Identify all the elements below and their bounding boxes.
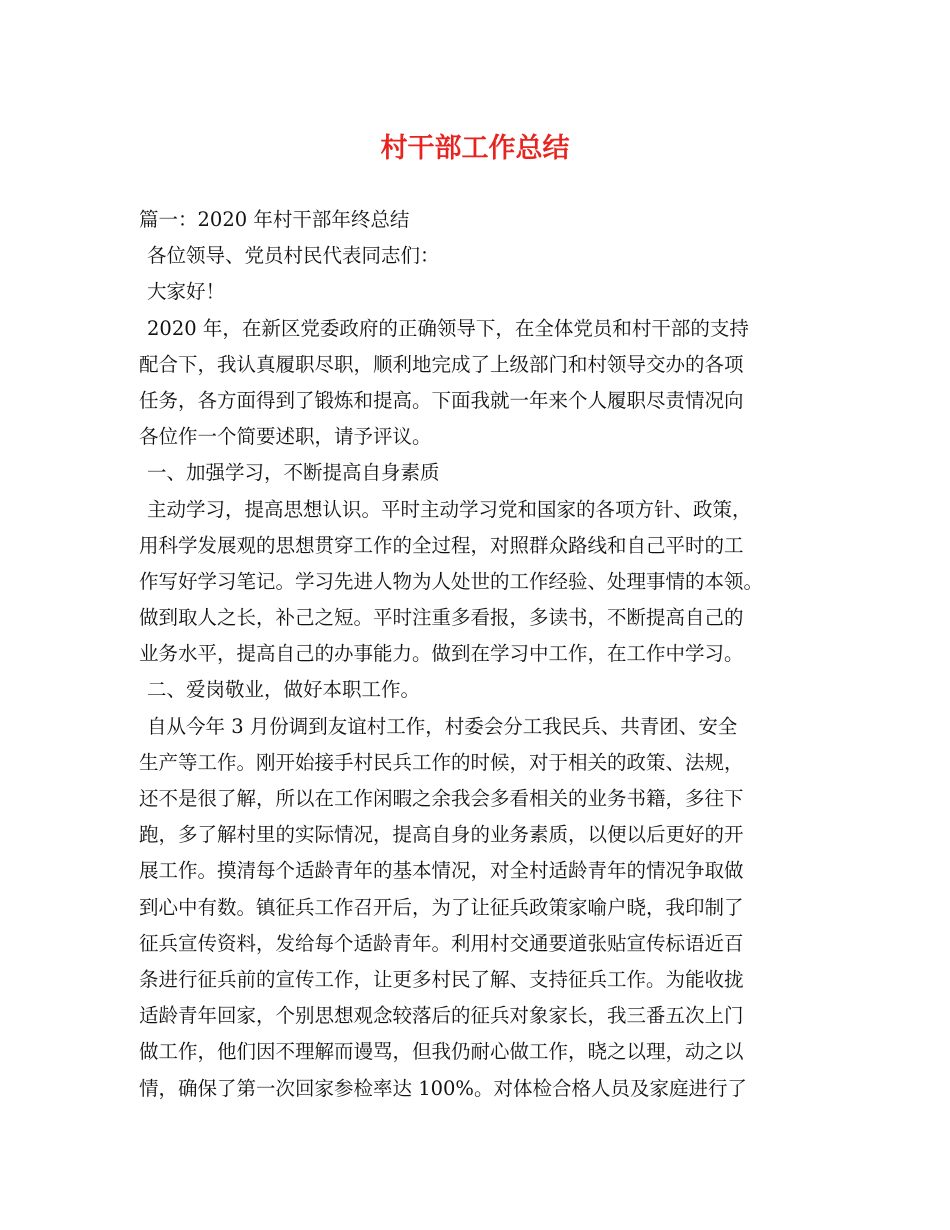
text-line: 用科学发展观的思想贯穿工作的全过程，对照群众路线和自己平时的工 [139,533,744,557]
text-line: 征兵宣传资料，发给每个适龄青年。利用村交通要道张贴宣传标语近百 [139,931,744,955]
text-line: 生产等工作。刚开始接手村民兵工作的时候，对于相关的政策、法规， [139,750,744,774]
text-line: 还不是很了解，所以在工作闲暇之余我会多看相关的业务书籍，多往下 [139,787,744,810]
text-line: 2020 年，在新区党委政府的正确领导下，在全体党员和村干部的支持 [147,316,749,340]
text-line: 配合下，我认真履职尽职，顺利地完成了上级部门和村领导交办的各项 [139,352,744,376]
document-title: 村干部工作总结 [380,133,570,164]
text-line: 二、爱岗敬业，做好本职工作。 [147,678,421,702]
text-line: 一、加强学习，不断提高自身素质 [147,461,440,485]
document-body [139,202,815,1107]
text-line: 各位作一个简要述职，请予评议。 [139,425,432,449]
text-line: 展工作。摸清每个适龄青年的基本情况，对全村适龄青年的情况争取做 [139,859,744,883]
text-line: 条进行征兵前的宣传工作，让更多村民了解、支持征兵工作。为能收拢 [139,967,744,991]
text-line: 大家好！ [147,280,226,304]
text-line: 任务，各方面得到了锻炼和提高。下面我就一年来个人履职尽责情况向 [139,388,744,412]
text-line: 情，确保了第一次回家参检率达 100%。对体检合格人员及家庭进行了 [139,1076,747,1100]
text-line: 做到取人之长，补己之短。平时注重多看报，多读书，不断提高自己的 [139,606,744,630]
text-line: 主动学习，提高思想认识。平时主动学习党和国家的各项方针、政策， [147,497,752,521]
text-line: 适龄青年回家，个别思想观念较落后的征兵对象家长，我三番五次上门 [139,1004,744,1028]
text-line: 到心中有数。镇征兵工作召开后，为了让征兵政策家喻户晓，我印制了 [139,895,744,919]
text-line: 业务水平，提高自己的办事能力。做到在学习中工作，在工作中学习。 [139,642,744,666]
text-line: 做工作，他们因不理解而谩骂，但我仍耐心做工作，晓之以理，动之以 [139,1040,744,1064]
text-line: 篇一：2020 年村干部年终总结 [139,208,410,231]
text-line: 作写好学习笔记。学习先进人物为人处世的工作经验、处理事情的本领。 [139,569,764,593]
text-line: 跑，多了解村里的实际情况，提高自身的业务素质，以便以后更好的开 [139,823,744,847]
text-line: 各位领导、党员村民代表同志们： [147,244,440,268]
text-line: 自从今年 3 月份调到友谊村工作，村委会分工我民兵、共青团、安全 [147,714,738,738]
